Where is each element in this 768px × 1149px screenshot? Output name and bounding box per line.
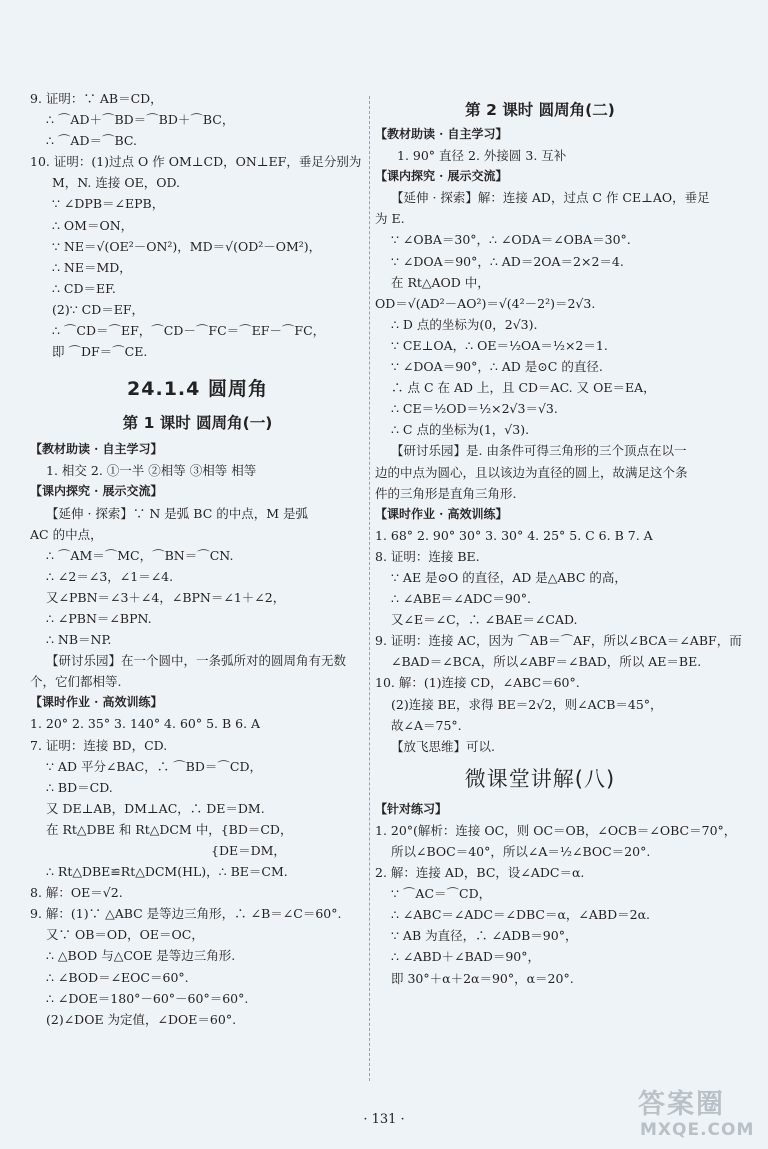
text-line: ∴ BD＝CD.	[46, 779, 113, 795]
text-line: 又∵ OB＝OD，OE＝OC，	[46, 927, 204, 943]
text-line: 所以∠BOC＝40°，所以∠A＝½∠BOC＝20°.	[391, 844, 651, 859]
text-line: ∴ △BOD 与△COE 是等边三角形.	[46, 948, 236, 964]
text-line: 【延伸 · 探索】∵ N 是弧 BC 的中点，M 是弧	[46, 505, 309, 521]
text-line: 件的三角形是直角三角形.	[375, 485, 517, 501]
page-number: · 131 ·	[363, 1112, 405, 1127]
text-line: AC 的中点，	[30, 526, 103, 542]
text-line: 故∠A＝75°.	[391, 717, 462, 733]
text-line: 8. 解：OE＝√2.	[30, 885, 123, 901]
text-line: ∴ ⌒AD＋⌒BD＝⌒BD＋⌒BC，	[46, 112, 235, 128]
text-line: 个，它们都相等.	[30, 674, 122, 690]
text-line: 1. 68° 2. 90° 30° 3. 30° 4. 25° 5. C 6. B 7. A	[375, 527, 653, 543]
text-line: ∴ 点 C 在 AD 上，且 CD＝AC. 又 OE＝EA，	[391, 380, 656, 396]
section-tag: 【课内探究 · 展示交流】	[375, 169, 508, 184]
text-line: {DE＝DM，	[211, 843, 286, 858]
text-line: 又∠PBN＝∠3＋∠4，∠BPN＝∠1＋∠2，	[46, 589, 286, 605]
text-line: ∴ ∠DOE＝180°－60°－60°＝60°.	[46, 990, 249, 1006]
text-line: ∵ ∠DOA＝90°，∴ AD＝2OA＝2×2＝4.	[391, 253, 624, 269]
text-line: ∴ C 点的坐标为(1，√3).	[391, 422, 530, 438]
section-tag: 【教材助读 · 自主学习】	[375, 127, 508, 141]
right-column	[375, 88, 742, 989]
text-line: 【放飞思维】可以.	[391, 738, 495, 754]
watermark-text: 答案圈	[638, 1089, 725, 1120]
section-heading: 24.1.4 圆周角	[127, 378, 268, 401]
text-line: ∴ OM＝ON，	[52, 217, 134, 233]
text-line: ∵ AD 平分∠BAC，∴ ⌒BD＝⌒CD，	[46, 758, 262, 774]
section-tag: 【课时作业 · 高效训练】	[30, 695, 163, 710]
section-tag: 【针对练习】	[375, 801, 448, 816]
text-line: (2)连接 BE，求得 BE＝2√2，则∠ACB＝45°，	[391, 696, 663, 712]
text-line: 【研讨乐园】是. 由条件可得三角形的三个顶点在以一	[391, 443, 687, 459]
text-line: ∴ ∠PBN＝∠BPN.	[46, 610, 152, 626]
section-tag: 【课时作业 · 高效训练】	[375, 506, 508, 521]
text-line: ∴ ∠ABD＋∠BAD＝90°，	[391, 949, 540, 965]
text-line: ∴ ⌒AD＝⌒BC.	[46, 133, 137, 149]
section-tag: 【课内探究 · 展示交流】	[30, 484, 163, 499]
micro-lesson-heading: 微课堂讲解(八)	[464, 766, 616, 791]
text-line: ∵ ⌒AC＝⌒CD，	[391, 886, 492, 902]
text-line: ∴ NE＝MD，	[52, 259, 132, 275]
text-line: ∴ Rt△DBE≌Rt△DCM(HL)，∴ BE＝CM.	[46, 864, 288, 880]
text-line: ∵ ∠OBA＝30°，∴ ∠ODA＝∠OBA＝30°.	[391, 232, 631, 248]
text-line: ∴ ⌒AM＝⌒MC，⌒BN＝⌒CN.	[46, 547, 234, 563]
text-line: ∴ ⌒CD＝⌒EF，⌒CD－⌒FC＝⌒EF－⌒FC，	[52, 323, 326, 339]
text-line: 1. 相交 2. ①一半 ②相等 ③相等 相等	[46, 463, 257, 479]
text-line: OD＝√(AD²－AO²)＝√(4²－2²)＝2√3.	[375, 295, 596, 311]
text-line: ∴ CE＝½OD＝½×2√3＝√3.	[391, 401, 558, 417]
left-column	[30, 88, 365, 1030]
text-line: ∵ AE 是⊙O 的直径，AD 是△ABC 的高，	[391, 569, 627, 585]
text-line: ∴ D 点的坐标为(0，2√3).	[391, 316, 538, 332]
text-line: ∵ CE⊥OA，∴ OE＝½OA＝½×2＝1.	[391, 337, 608, 353]
text-line: ∴ NB＝NP.	[46, 632, 112, 648]
text-line: 9. 解：(1)∵ △ABC 是等边三角形，∴ ∠B＝∠C＝60°.	[30, 906, 342, 922]
text-line: ∴ ∠2＝∠3，∠1＝∠4.	[46, 568, 174, 584]
text-line: 即 30°＋α＋2α＝90°，α＝20°.	[391, 970, 574, 986]
text-line: ∴ ∠ABE＝∠ADC＝90°.	[391, 591, 531, 607]
text-line: 又 DE⊥AB，DM⊥AC，∴ DE＝DM.	[46, 800, 265, 816]
text-line: 10. 解：(1)连接 CD，∠ABC＝60°.	[375, 675, 580, 691]
text-line: (2)∠DOE 为定值，∠DOE＝60°.	[46, 1011, 237, 1027]
text-line: M，N. 连接 OE，OD.	[52, 175, 181, 191]
watermark-url: MXQE.COM	[640, 1120, 755, 1140]
text-line: ∴ CD＝EF.	[52, 280, 116, 296]
text-line: ∵ ∠DOA＝90°，∴ AD 是⊙C 的直径.	[391, 359, 603, 375]
text-line: 即 ⌒DF＝⌒CE.	[52, 344, 148, 360]
section-tag: 【教材助读 · 自主学习】	[30, 442, 163, 457]
text-line: 又∠E＝∠C，∴ ∠BAE＝∠CAD.	[391, 612, 578, 628]
text-line: 在 Rt△AOD 中，	[391, 274, 490, 290]
text-line: 【延伸 · 探索】解：连接 AD，过点 C 作 CE⊥AO，垂足	[391, 190, 710, 206]
text-line: 1. 90° 直径 2. 外接圆 3. 互补	[397, 148, 567, 164]
text-line: 10. 证明：(1)过点 O 作 OM⊥CD，ON⊥EF，垂足分别为	[30, 154, 362, 170]
text-line: ∵ AB 为直径，∴ ∠ADB＝90°，	[391, 928, 578, 944]
text-line: ∠BAD＝∠BCA，所以∠ABF＝∠BAD，所以 AE＝BE.	[391, 654, 702, 670]
text-line: 【研讨乐园】在一个圆中，一条弧所对的圆周角有无数	[46, 653, 347, 669]
text-line: (2)∵ CD＝EF，	[52, 301, 145, 317]
text-line: 8. 证明：连接 BE.	[375, 548, 480, 564]
text-line: 1. 20° 2. 35° 3. 140° 4. 60° 5. B 6. A	[30, 716, 261, 732]
watermark-logo	[630, 1082, 762, 1146]
text-line: 9. 证明：连接 AC，因为 ⌒AB＝⌒AF，所以∠BCA＝∠ABF，而	[375, 633, 742, 649]
text-line: ∵ ∠DPB＝∠EPB，	[52, 196, 165, 212]
text-line: 1. 20°(解析：连接 OC，则 OC＝OB，∠OCB＝∠OBC＝70°，	[375, 822, 737, 838]
text-line: 2. 解：连接 AD，BC，设∠ADC＝α.	[375, 865, 585, 881]
text-line: 为 E.	[375, 211, 405, 227]
text-line: ∴ ∠BOD＝∠EOC＝60°.	[46, 969, 189, 985]
text-line: ∴ ∠ABC＝∠ADC＝∠DBC＝α，∠ABD＝2α.	[391, 907, 650, 923]
text-line: 7. 证明：连接 BD，CD.	[30, 737, 168, 753]
column-divider	[369, 96, 370, 1081]
text-line: 9. 证明：∵ AB＝CD，	[30, 91, 163, 106]
lesson-heading: 第 1 课时 圆周角(一)	[122, 414, 273, 433]
text-line: ∵ NE＝√(OE²－ON²)，MD＝√(OD²－OM²)，	[52, 238, 322, 254]
text-line: 在 Rt△DBE 和 Rt△DCM 中，{BD＝CD，	[46, 821, 293, 837]
lesson-heading: 第 2 课时 圆周角(二)	[465, 101, 615, 119]
text-line: 边的中点为圆心，且以该边为直径的圆上，故满足这个条	[375, 464, 688, 480]
